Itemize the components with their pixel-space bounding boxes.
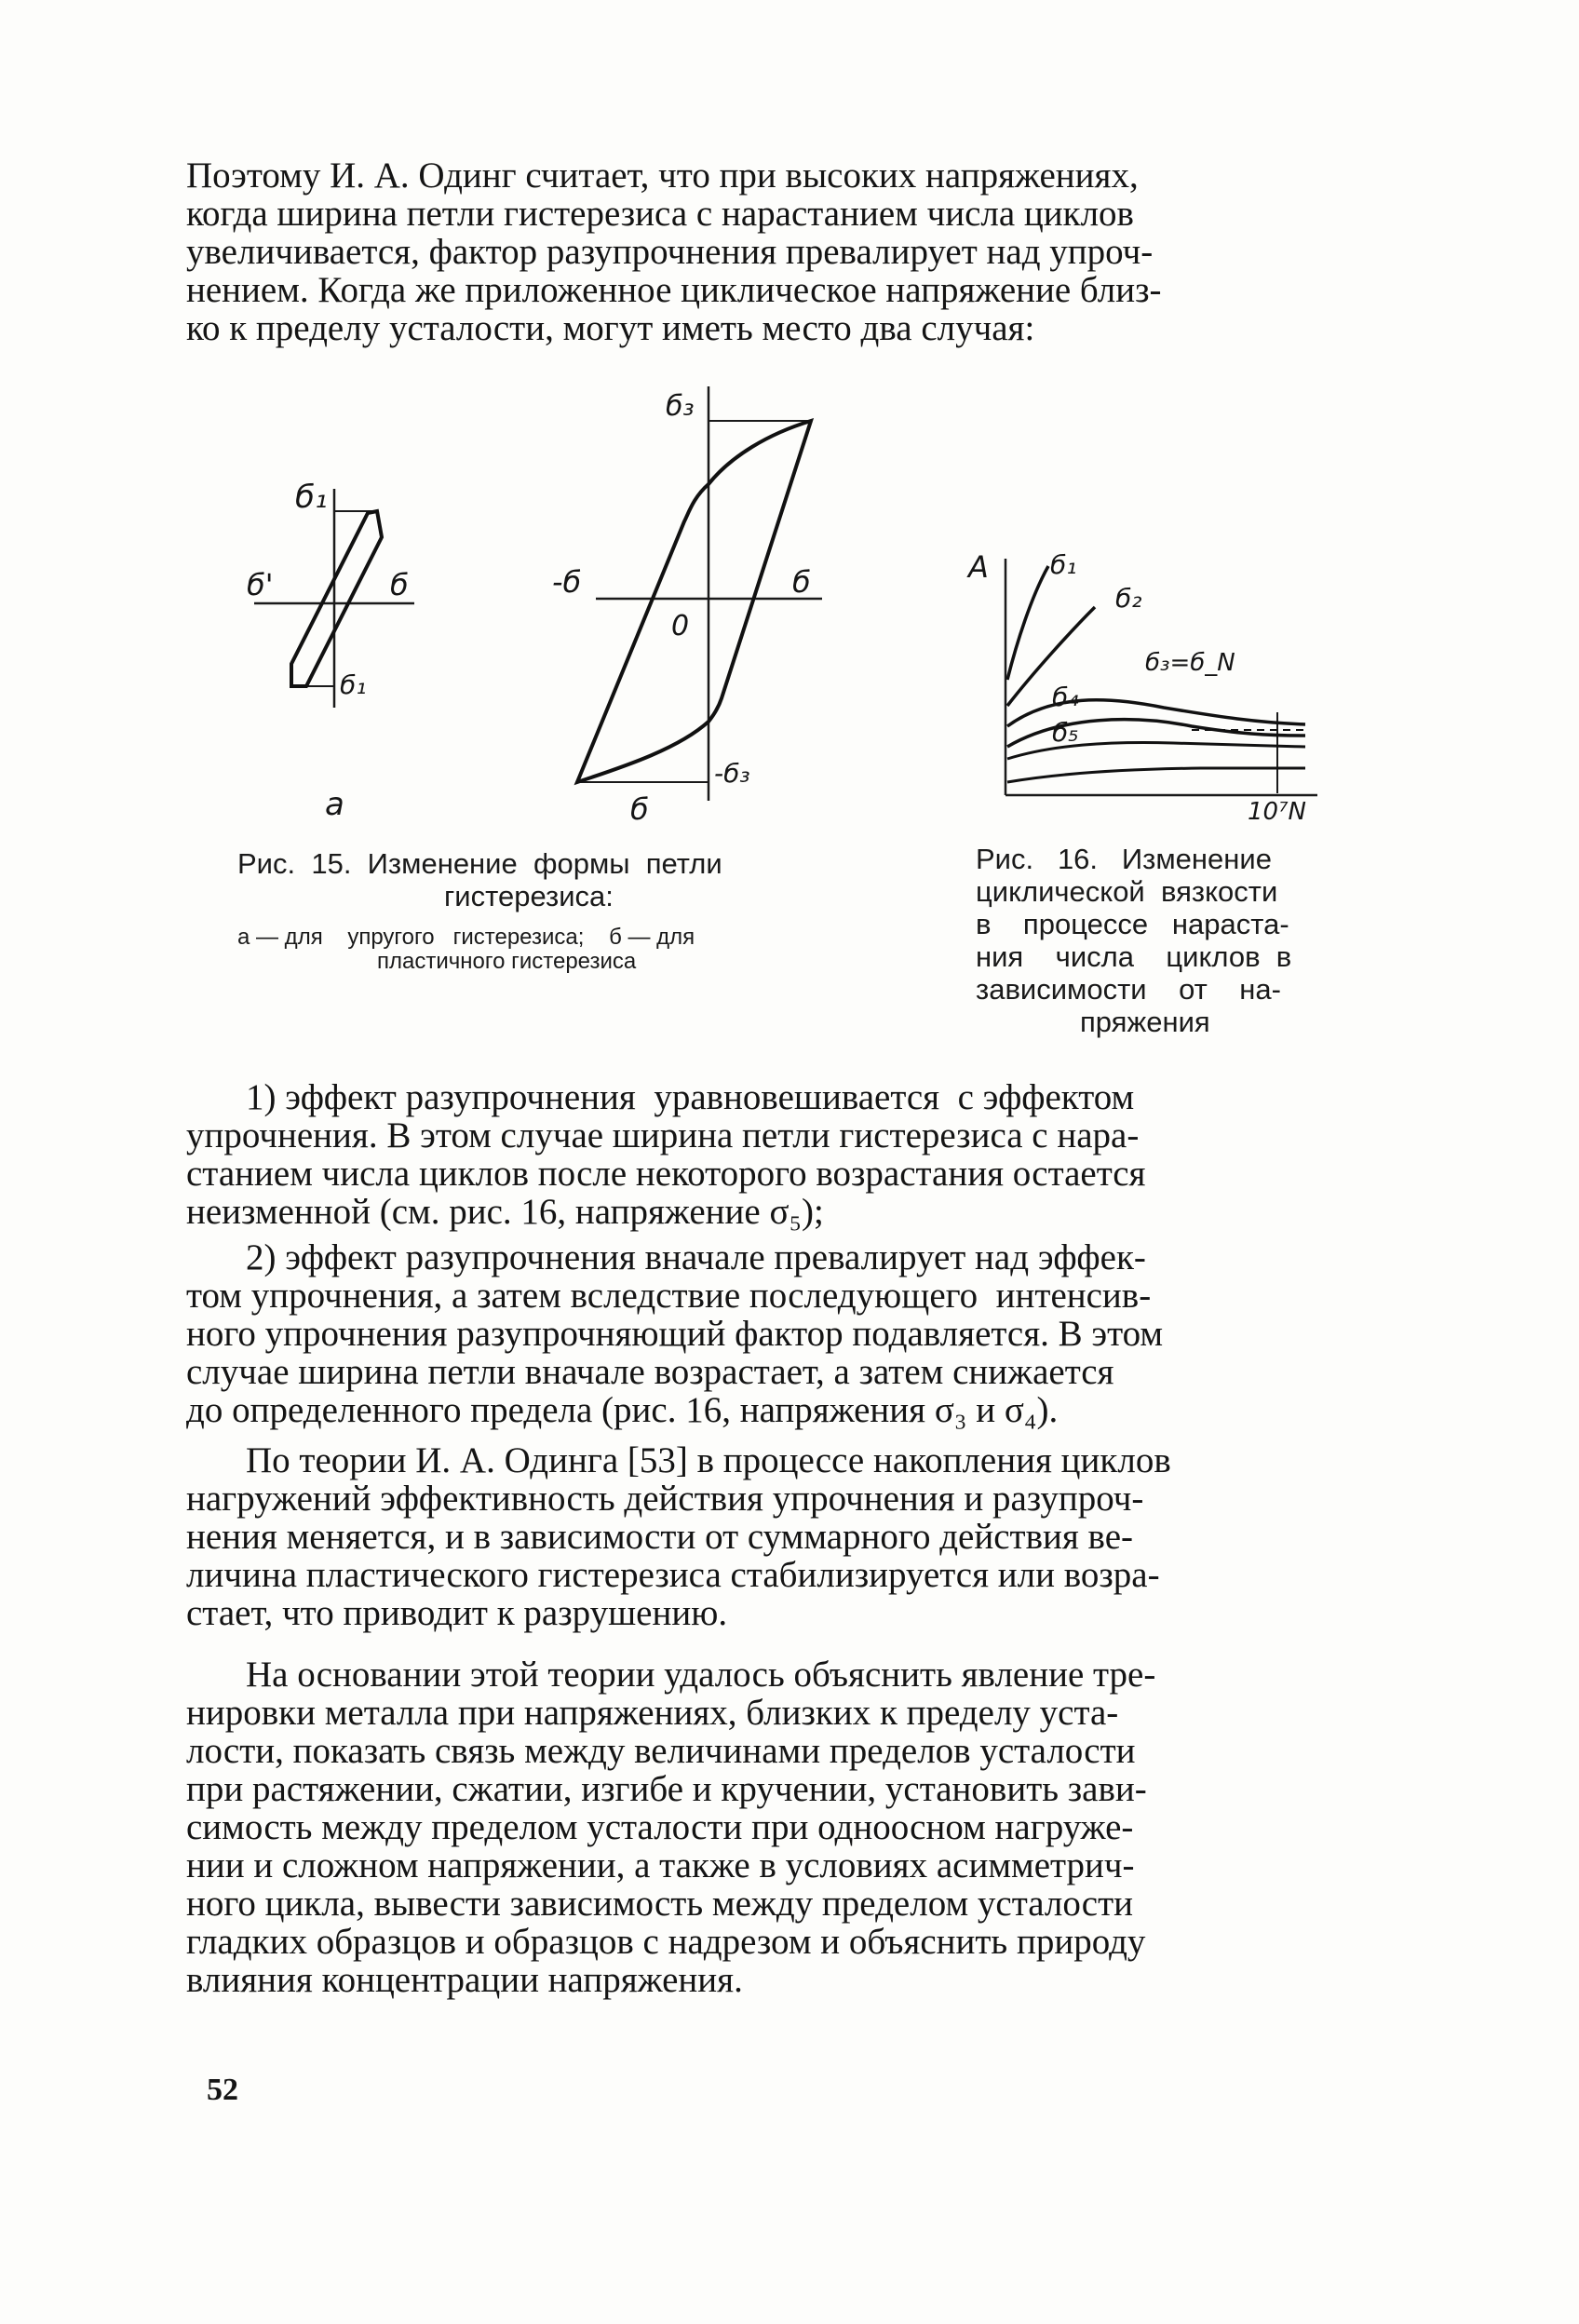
- text-line: до определенного предела (рис. 16, напряжения σ₃ и σ₄).: [186, 1390, 1059, 1430]
- text-line: увеличивается, фактор разупрочнения превалирует над упроч-: [186, 232, 1154, 272]
- fig15b-top-label: б₃: [666, 390, 695, 423]
- fig15-caption-title-cont: гистерезиса:: [444, 880, 614, 912]
- fig15a-diagram: [237, 470, 442, 824]
- caption-line: Рис. 16. Изменение: [976, 843, 1272, 875]
- caption-line: в процессе нараста-: [976, 908, 1289, 940]
- text-line: Поэтому И. А. Одинг считает, что при высоких напряжениях,: [186, 155, 1139, 196]
- text-line: 1) эффект разупрочнения уравновешивается с эффектом: [246, 1077, 1135, 1117]
- text-line: На основании этой теории удалось объяснить явление тре-: [246, 1655, 1156, 1695]
- text-line: когда ширина петли гистерезиса с нарастанием числа циклов: [186, 194, 1134, 234]
- text-line: при растяжении, сжатии, изгибе и кручении, установить зави-: [186, 1769, 1147, 1809]
- fig15a-right-label: б: [390, 567, 409, 602]
- fig16-curve-label-5: б₅: [1052, 717, 1079, 748]
- fig15a-left-label: б': [247, 567, 274, 602]
- fig15b-panel-label: б: [630, 791, 649, 827]
- text-line: лости, показать связь между величинами пределов усталости: [186, 1731, 1136, 1771]
- text-line: личина пластического гистерезиса стабилизируется или возра-: [186, 1555, 1160, 1595]
- text-line: гладких образцов и образцов с надрезом и объяснить природу: [186, 1922, 1146, 1962]
- text-line: ного цикла, вывести зависимость между пределом усталости: [186, 1884, 1134, 1924]
- text-line: 2) эффект разупрочнения вначале превалирует над эффек-: [246, 1237, 1146, 1277]
- fig15-caption: [237, 847, 843, 974]
- fig15-caption-legend-cont: пластичного гистерезиса: [377, 949, 637, 974]
- text-line: нения меняется, и в зависимости от суммарного действия ве-: [186, 1517, 1134, 1557]
- text-line: По теории И. А. Одинга [53] в процессе накопления циклов: [246, 1440, 1171, 1480]
- text-line: неизменной (см. рис. 16, напряжение σ₅);: [186, 1192, 824, 1232]
- page-number: 52: [207, 2073, 238, 2107]
- fig15b-bottom-label: -б₃: [714, 758, 750, 789]
- intro-paragraph: [186, 156, 1383, 347]
- text-line: нировки металла при напряжениях, близких к пределу уста-: [186, 1693, 1119, 1733]
- fig15b-hysteresis-loop: [577, 421, 811, 782]
- fig15-caption-title: Рис. 15. Изменение формы петли: [237, 847, 722, 880]
- caption-line: зависимости от на-: [976, 973, 1281, 1006]
- fig15b-left-label: -б: [552, 564, 582, 600]
- fig15a-panel-label: а: [325, 786, 344, 823]
- caption-line: пряжения: [1080, 1006, 1210, 1038]
- fig15b-diagram: [545, 382, 843, 829]
- text-line: станием числа циклов после некоторого возрастания остается: [186, 1154, 1146, 1194]
- text-line: нением. Когда же приложенное циклическое напряжение близ-: [186, 270, 1162, 310]
- fig16-curve-label-4: б₄: [1052, 682, 1079, 712]
- paragraph-conclusion: [186, 1655, 1383, 1999]
- fig16-curve-label-1: б₁: [1050, 549, 1077, 580]
- fig16-x-label: 10⁷N: [1248, 798, 1306, 826]
- caption-line: циклической вязкости: [976, 875, 1278, 908]
- text-line: нагружений эффективность действия упрочнения и разупроч-: [186, 1479, 1144, 1519]
- text-line: случае ширина петли вначале возрастает, а затем снижается: [186, 1352, 1114, 1392]
- text-line: ного упрочнения разупрочняющий фактор подавляется. В этом: [186, 1314, 1164, 1354]
- fig16-curve-2: [1007, 607, 1095, 706]
- list-item-2: [186, 1238, 1383, 1429]
- fig16-caption: [976, 843, 1348, 1038]
- fig15a-lower-label: б₁: [340, 669, 367, 700]
- caption-line: ния числа циклов в: [976, 940, 1292, 973]
- fig16-y-label: A: [968, 549, 989, 585]
- fig16-curve-6: [1007, 768, 1305, 782]
- text-line: стает, что приводит к разрушению.: [186, 1593, 728, 1633]
- text-line: упрочнения. В этом случае ширина петли гистерезиса с нара-: [186, 1115, 1140, 1155]
- fig15b-origin-label: 0: [671, 610, 690, 642]
- fig15a-hysteresis-loop: [291, 511, 382, 686]
- text-line: нии и сложном напряжении, а также в условиях асимметрич-: [186, 1845, 1135, 1885]
- fig16-diagram: [959, 549, 1341, 829]
- text-line: том упрочнения, а затем вследствие последующего интенсив-: [186, 1276, 1152, 1316]
- fig16-curve-label-2: б₂: [1115, 583, 1142, 614]
- text-line: симость между пределом усталости при одноосном нагруже-: [186, 1807, 1134, 1847]
- text-line: ко к пределу усталости, могут иметь место два случая:: [186, 308, 1035, 348]
- list-item-1: [186, 1078, 1383, 1231]
- fig15a-upper-label: б₁: [295, 479, 328, 516]
- fig16-curve-label-3: б₃=б_N: [1145, 649, 1235, 677]
- text-line: влияния концентрации напряжения.: [186, 1960, 743, 2000]
- fig15b-right-label: б: [792, 564, 811, 600]
- paragraph-theory: [186, 1441, 1383, 1632]
- fig15-caption-legend: а — для упругого гистерезиса; б — для: [237, 925, 695, 950]
